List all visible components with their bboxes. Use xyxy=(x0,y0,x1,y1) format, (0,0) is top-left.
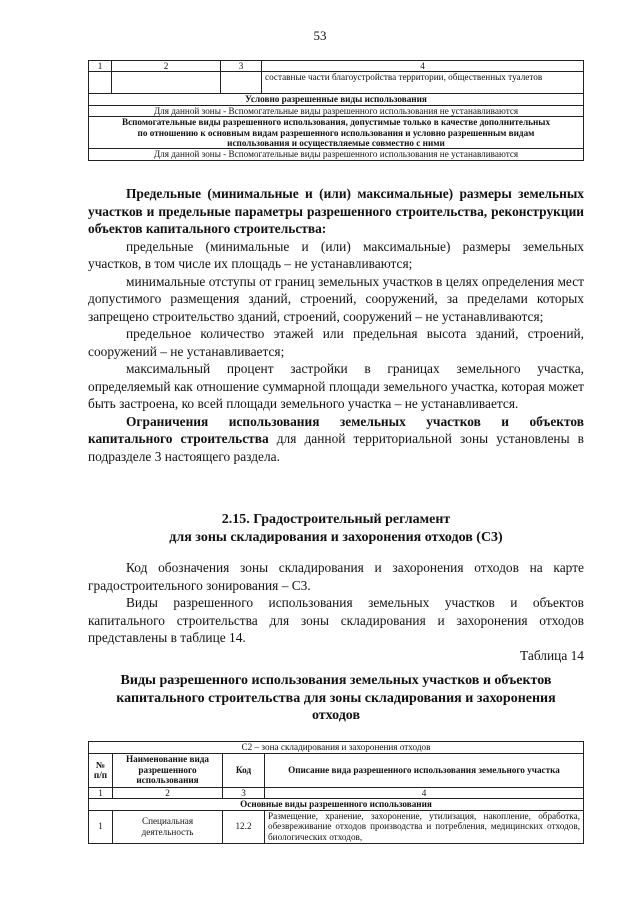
main-uses-title: Основные виды разрешенного использования xyxy=(89,799,584,811)
col-1: 1 xyxy=(89,61,112,72)
limits-heading: Предельные (минимальные и (или) максимальные) размеры земельных участков и предельные параметры разрешенного строительства, реконструкции объектов капитального строительства: xyxy=(88,186,584,236)
section-p1: Код обозначения зоны складирования и захоронения отходов на карте градостроительного зонирования – С3. xyxy=(88,560,584,593)
conditional-title: Условно разрешенные виды использования xyxy=(89,94,584,105)
zone-title: С2 – зона складирования и захоронения отходов xyxy=(89,742,584,754)
row-description: Размещение, хранение, захоронение, утилизация, накопление, обработка, обезвреживание отходов производства и потребления, медицинских отходов, биологических отходов, xyxy=(265,810,584,843)
limits-p4: максимальный процент застройки в границах земельного участка, определяемый как отношение суммарной площади земельного участка, которая может быть застроена, ко всей площади земельного участка – не устанавливается. xyxy=(88,361,584,411)
aux-note: Для данной зоны - Вспомогательные виды разрешенного использования не устанавливаются xyxy=(89,149,584,160)
table-label: Таблица 14 xyxy=(520,647,584,663)
table14-title: Виды разрешенного использования земельных участков и объектов капитального строительства для зоны складирования и захоронения отходов xyxy=(116,673,556,723)
row-name: Специальная деятельность xyxy=(113,810,223,843)
restrictions-paragraph xyxy=(88,413,584,466)
col-code-header: Код xyxy=(223,753,265,787)
col-3: 3 xyxy=(221,61,262,72)
limits-block xyxy=(88,185,584,465)
col-name-header: Наименование вида разрешенного использования xyxy=(113,753,223,787)
limits-p1: предельные (минимальные и (или) максимальные) размеры земельных участков, в том числе их площадь – не устанавливаются; xyxy=(88,238,584,271)
table-header-row xyxy=(89,61,584,72)
cont-text: составные части благоустройства территории, общественных туалетов xyxy=(262,72,584,94)
table-number-row: 1 2 3 4 xyxy=(89,787,584,799)
section-title xyxy=(88,511,584,547)
section-body xyxy=(88,559,584,664)
table-row xyxy=(89,810,584,843)
page-number: 53 xyxy=(313,28,327,43)
col-4: 4 xyxy=(262,61,584,72)
row-number: 1 xyxy=(89,810,113,843)
aux-title: Вспомогательные виды разрешенного использования, допустимые только в качестве дополнительных по отношению к основным видам разрешенного использования и условно разрешенным видам использования и осуществляемые совместно с ними xyxy=(89,117,584,149)
section-title-line1: 2.15. Градостроительный регламент xyxy=(221,512,451,527)
conditional-note: Для данной зоны - Вспомогательные виды разрешенного использования не устанавливаются xyxy=(89,105,584,116)
section-p2: Виды разрешенного использования земельных участков и объектов капитального строительства для зоны складирования и захоронения отходов представлены в таблице 14. xyxy=(88,595,584,645)
table-header-row xyxy=(89,753,584,787)
section-title-line2: для зоны складирования и захоронения отходов (С3) xyxy=(169,530,503,545)
limits-p2: минимальные отступы от границ земельных участков в целях определения мест допустимого размещения зданий, строений, сооружений, за пределами которых запрещено строительство зданий, строений, сооружений – не устанавливаются; xyxy=(88,273,584,324)
restrictions-bold: Ограничения использования земельных участков и объектов капитального строительства xyxy=(88,413,584,446)
table-row xyxy=(89,72,584,94)
restrictions-rest: для данной территориальной зоны установлены в подразделе 3 настоящего раздела. xyxy=(88,431,584,464)
col-2: 2 xyxy=(112,61,221,72)
limits-p3: предельное количество этажей или предельная высота зданий, строений, сооружений – не устанавливается; xyxy=(88,326,584,359)
col-number-header: № п/п xyxy=(89,753,113,787)
row-code: 12.2 xyxy=(223,810,265,843)
table-14 xyxy=(88,741,584,844)
top-table xyxy=(88,60,584,161)
col-desc-header: Описание вида разрешенного использования земельного участка xyxy=(265,753,584,787)
